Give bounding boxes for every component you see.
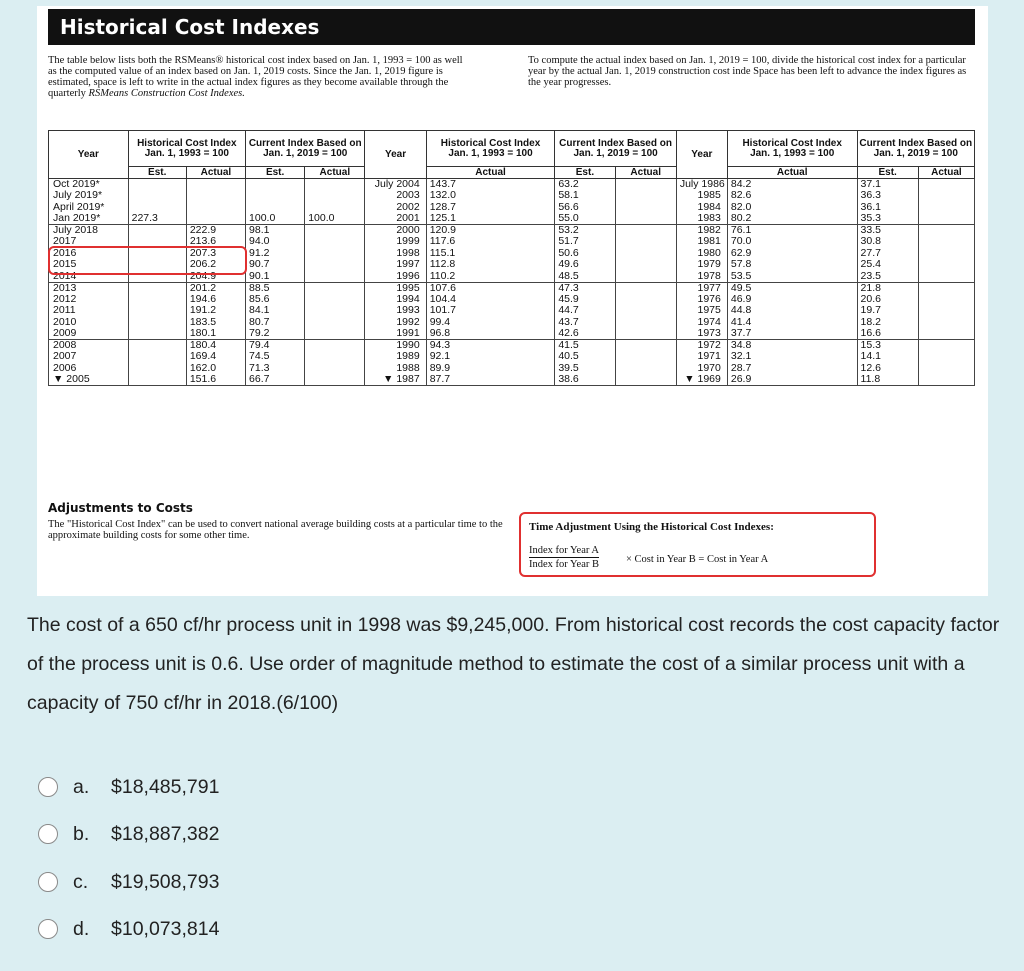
index-cell: 120.9 (426, 225, 555, 237)
index-cell (615, 282, 676, 294)
intro-left-main: The table below lists both the RSMeans® historical cost index based on Jan. 1, 1993 = 100 as well as the computed value of an index based on Jan. 1, 2019 costs. Since the Jan. 1, 2019 figure is estimated, space is left to write in the actual index figures as they become available through the quarterly (48, 55, 463, 99)
index-cell (615, 190, 676, 202)
index-cell: 12.6 (857, 363, 918, 375)
index-cell (918, 225, 974, 237)
index-cell (918, 248, 974, 260)
year-cell: 1981 (676, 236, 727, 248)
index-cell: 82.6 (727, 190, 857, 202)
table-row (49, 179, 975, 191)
index-cell: 55.0 (555, 213, 615, 225)
year-cell: 1997 (365, 259, 426, 271)
index-cell (615, 317, 676, 329)
header-year-3: Year (676, 131, 727, 179)
year-cell: 2001 (365, 213, 426, 225)
highlight-2018-2019 (48, 246, 247, 275)
adjustments-text: The "Historical Cost Index" can be used to convert national average building costs at a particular time to the approximate building costs for some other time. (48, 519, 503, 541)
year-cell: 1998 (365, 248, 426, 260)
index-cell: 191.2 (186, 305, 245, 317)
index-cell (918, 236, 974, 248)
index-cell: 38.6 (555, 374, 615, 386)
index-cell (615, 374, 676, 386)
index-cell: 25.4 (857, 259, 918, 271)
index-cell: 66.7 (246, 374, 305, 386)
year-cell: 1992 (365, 317, 426, 329)
index-cell (305, 351, 365, 363)
index-cell: 58.1 (555, 190, 615, 202)
year-cell: July 1986 (676, 179, 727, 191)
year-cell: 2014 (49, 271, 129, 283)
index-cell: 84.1 (246, 305, 305, 317)
index-cell: 45.9 (555, 294, 615, 306)
year-cell: 2009 (49, 328, 129, 340)
header-actual: Actual (727, 167, 857, 179)
year-cell: 1972 (676, 340, 727, 352)
table-row (49, 351, 975, 363)
index-cell: 180.1 (186, 328, 245, 340)
header-year-1: Year (49, 131, 129, 179)
index-cell: 201.2 (186, 282, 245, 294)
index-cell (128, 202, 186, 214)
year-cell: 2010 (49, 317, 129, 329)
index-cell (128, 363, 186, 375)
index-cell: 62.9 (727, 248, 857, 260)
index-cell: 91.2 (246, 248, 305, 260)
index-cell: 49.6 (555, 259, 615, 271)
index-cell: 70.0 (727, 236, 857, 248)
index-cell (918, 271, 974, 283)
index-cell: 14.1 (857, 351, 918, 363)
year-cell: 1996 (365, 271, 426, 283)
index-cell (918, 363, 974, 375)
index-cell: 41.5 (555, 340, 615, 352)
header-hist-3: Historical Cost Index Jan. 1, 1993 = 100 (727, 131, 857, 167)
index-cell: 79.2 (246, 328, 305, 340)
year-cell: 1990 (365, 340, 426, 352)
year-cell: 1989 (365, 351, 426, 363)
option-b[interactable] (38, 821, 219, 847)
index-cell (615, 236, 676, 248)
year-cell: 2007 (49, 351, 129, 363)
index-cell: 132.0 (426, 190, 555, 202)
header-cur-3: Current Index Based on Jan. 1, 2019 = 100 (857, 131, 974, 167)
index-cell: 194.6 (186, 294, 245, 306)
index-cell (305, 328, 365, 340)
header-hist-2: Historical Cost Index Jan. 1, 1993 = 100 (426, 131, 555, 167)
index-cell: 99.4 (426, 317, 555, 329)
index-cell: 15.3 (857, 340, 918, 352)
year-cell: April 2019* (49, 202, 129, 214)
index-cell (918, 190, 974, 202)
year-cell: 1993 (365, 305, 426, 317)
index-cell (918, 305, 974, 317)
index-cell (615, 213, 676, 225)
intro-left-italic: RSMeans Construction Cost Indexes. (88, 88, 245, 99)
index-cell: 36.3 (857, 190, 918, 202)
index-cell (615, 259, 676, 271)
header-est: Est. (246, 167, 305, 179)
index-cell: 46.9 (727, 294, 857, 306)
header-actual: Actual (918, 167, 974, 179)
index-cell (128, 317, 186, 329)
adjustments-title: Adjustments to Costs (48, 501, 193, 515)
year-cell: 1984 (676, 202, 727, 214)
index-cell (128, 340, 186, 352)
index-cell: 36.1 (857, 202, 918, 214)
index-cell: 56.6 (555, 202, 615, 214)
header-actual: Actual (186, 167, 245, 179)
year-cell: 2017 (49, 236, 129, 248)
index-cell: 110.2 (426, 271, 555, 283)
index-cell (128, 374, 186, 386)
year-cell: 2002 (365, 202, 426, 214)
intro-left-text (48, 55, 468, 99)
index-cell (186, 190, 245, 202)
option-a[interactable] (38, 774, 219, 800)
option-d[interactable] (38, 916, 219, 942)
index-cell (918, 202, 974, 214)
radio-button[interactable] (38, 824, 58, 844)
index-cell: 11.8 (857, 374, 918, 386)
index-cell: 53.2 (555, 225, 615, 237)
index-cell (918, 351, 974, 363)
index-cell: 206.2 (186, 259, 245, 271)
index-cell: 115.1 (426, 248, 555, 260)
index-cell: 40.5 (555, 351, 615, 363)
index-cell: 125.1 (426, 213, 555, 225)
index-cell (305, 305, 365, 317)
index-cell: 80.7 (246, 317, 305, 329)
year-cell: 1991 (365, 328, 426, 340)
index-cell: 79.4 (246, 340, 305, 352)
index-cell: 19.7 (857, 305, 918, 317)
year-cell: ▼ 1969 (676, 374, 727, 386)
index-cell: 89.9 (426, 363, 555, 375)
year-cell: 1985 (676, 190, 727, 202)
index-cell: 34.8 (727, 340, 857, 352)
header-cur-2: Current Index Based on Jan. 1, 2019 = 100 (555, 131, 676, 167)
index-cell (186, 202, 245, 214)
index-cell: 222.9 (186, 225, 245, 237)
year-cell: July 2004 (365, 179, 426, 191)
index-cell: 50.6 (555, 248, 615, 260)
year-cell: ▼ 1987 (365, 374, 426, 386)
year-cell: 2006 (49, 363, 129, 375)
index-cell (305, 179, 365, 191)
table-row (49, 294, 975, 306)
year-cell: 1973 (676, 328, 727, 340)
index-cell: 18.2 (857, 317, 918, 329)
index-cell (305, 317, 365, 329)
index-cell: 90.7 (246, 259, 305, 271)
index-cell (615, 179, 676, 191)
index-cell: 90.1 (246, 271, 305, 283)
index-cell: 28.7 (727, 363, 857, 375)
index-cell (615, 294, 676, 306)
index-cell: 143.7 (426, 179, 555, 191)
table-row (49, 340, 975, 352)
year-cell: 1978 (676, 271, 727, 283)
index-cell (615, 305, 676, 317)
index-cell: 42.6 (555, 328, 615, 340)
index-cell (128, 179, 186, 191)
question-text: The cost of a 650 cf/hr process unit in 1998 was $9,245,000. From historical cost records the cost capacity factor of the process unit is 0.6. Use order of magnitude method to estimate the cost of a similar process unit with a capacity of 750 cf/hr in 2018.(6/100) (27, 614, 1000, 714)
index-cell (305, 271, 365, 283)
index-cell (305, 225, 365, 237)
option-letter: b. (73, 822, 90, 845)
index-cell: 57.8 (727, 259, 857, 271)
year-cell: 1976 (676, 294, 727, 306)
year-cell: 1974 (676, 317, 727, 329)
option-text: $19,508,793 (111, 870, 220, 893)
year-cell: 2013 (49, 282, 129, 294)
index-cell (918, 374, 974, 386)
radio-button[interactable] (38, 919, 58, 939)
index-cell (918, 213, 974, 225)
index-cell: 20.6 (857, 294, 918, 306)
index-cell (918, 259, 974, 271)
index-cell (128, 282, 186, 294)
year-cell: 1971 (676, 351, 727, 363)
index-cell: 96.8 (426, 328, 555, 340)
table-row (49, 202, 975, 214)
index-cell (246, 179, 305, 191)
index-cell: 92.1 (426, 351, 555, 363)
index-cell: 27.7 (857, 248, 918, 260)
index-cell: 87.7 (426, 374, 555, 386)
index-cell (128, 225, 186, 237)
table-row (49, 374, 975, 386)
index-cell (615, 271, 676, 283)
year-cell: 1977 (676, 282, 727, 294)
index-cell: 33.5 (857, 225, 918, 237)
index-cell (918, 340, 974, 352)
formula-title: Time Adjustment Using the Historical Cost Indexes: (529, 521, 774, 533)
index-cell: 35.3 (857, 213, 918, 225)
year-cell: 1970 (676, 363, 727, 375)
option-text: $10,073,814 (111, 917, 220, 940)
index-cell (186, 179, 245, 191)
index-cell (305, 340, 365, 352)
index-cell (615, 328, 676, 340)
index-cell (615, 248, 676, 260)
index-cell (128, 351, 186, 363)
index-cell: 76.1 (727, 225, 857, 237)
index-cell: 94.3 (426, 340, 555, 352)
index-cell (305, 236, 365, 248)
index-cell: 49.5 (727, 282, 857, 294)
index-cell: 44.8 (727, 305, 857, 317)
table-row (49, 213, 975, 225)
year-cell: 2008 (49, 340, 129, 352)
radio-button[interactable] (38, 872, 58, 892)
index-cell (918, 328, 974, 340)
index-cell: 44.7 (555, 305, 615, 317)
table-row (49, 225, 975, 237)
index-cell: 151.6 (186, 374, 245, 386)
year-cell: 2012 (49, 294, 129, 306)
intro-right-text: To compute the actual index based on Jan. 1, 2019 = 100, divide the historical cost index for a particular year by the actual Jan. 1, 2019 construction cost inde Space has been left to advance the index figures as the year progresses. (528, 55, 967, 88)
header-actual: Actual (615, 167, 676, 179)
index-cell: 37.7 (727, 328, 857, 340)
formula-denominator: Index for Year B (529, 559, 599, 570)
index-cell (615, 340, 676, 352)
index-cell: 74.5 (246, 351, 305, 363)
index-cell (615, 351, 676, 363)
header-est: Est. (555, 167, 615, 179)
index-cell: 85.6 (246, 294, 305, 306)
header-actual: Actual (305, 167, 365, 179)
index-cell (305, 202, 365, 214)
table-row (49, 282, 975, 294)
index-cell: 48.5 (555, 271, 615, 283)
year-cell: 2016 (49, 248, 129, 260)
year-cell: 1979 (676, 259, 727, 271)
index-cell (305, 374, 365, 386)
index-cell: 98.1 (246, 225, 305, 237)
index-cell (918, 179, 974, 191)
year-cell: 1975 (676, 305, 727, 317)
radio-button[interactable] (38, 777, 58, 797)
index-cell: 183.5 (186, 317, 245, 329)
formula-rest: × Cost in Year B = Cost in Year A (626, 554, 769, 565)
index-cell: 107.6 (426, 282, 555, 294)
index-cell: 80.2 (727, 213, 857, 225)
index-cell: 53.5 (727, 271, 857, 283)
index-cell: 84.2 (727, 179, 857, 191)
index-cell (186, 213, 245, 225)
year-cell: July 2019* (49, 190, 129, 202)
index-cell (918, 294, 974, 306)
year-cell: 2003 (365, 190, 426, 202)
index-cell: 16.6 (857, 328, 918, 340)
index-cell: 21.8 (857, 282, 918, 294)
header-hist-1: Historical Cost Index Jan. 1, 1993 = 100 (128, 131, 245, 167)
index-cell: 227.3 (128, 213, 186, 225)
year-cell: 1983 (676, 213, 727, 225)
option-letter: c. (73, 870, 89, 893)
index-cell: 162.0 (186, 363, 245, 375)
index-cell: 112.8 (426, 259, 555, 271)
index-cell: 100.0 (246, 213, 305, 225)
index-cell (305, 190, 365, 202)
year-cell: 1999 (365, 236, 426, 248)
year-cell: 2015 (49, 259, 129, 271)
index-cell: 32.1 (727, 351, 857, 363)
index-cell (128, 305, 186, 317)
year-cell: 1982 (676, 225, 727, 237)
index-cell (246, 202, 305, 214)
index-cell: 104.4 (426, 294, 555, 306)
header-actual: Actual (426, 167, 555, 179)
index-cell (918, 282, 974, 294)
index-cell: 23.5 (857, 271, 918, 283)
year-cell: Jan 2019* (49, 213, 129, 225)
index-cell: 63.2 (555, 179, 615, 191)
index-cell: 169.4 (186, 351, 245, 363)
index-cell (128, 328, 186, 340)
index-cell: 39.5 (555, 363, 615, 375)
index-cell (615, 225, 676, 237)
table-row (49, 317, 975, 329)
option-letter: d. (73, 917, 90, 940)
index-cell: 41.4 (727, 317, 857, 329)
index-cell (128, 294, 186, 306)
index-cell (305, 363, 365, 375)
index-cell: 51.7 (555, 236, 615, 248)
table-row (49, 328, 975, 340)
index-cell: 94.0 (246, 236, 305, 248)
year-cell: 1994 (365, 294, 426, 306)
index-cell (615, 363, 676, 375)
index-cell: 43.7 (555, 317, 615, 329)
option-c[interactable] (38, 869, 219, 895)
year-cell: ▼ 2005 (49, 374, 129, 386)
year-cell: 1980 (676, 248, 727, 260)
formula-numerator: Index for Year A (529, 545, 599, 556)
index-cell: 100.0 (305, 213, 365, 225)
option-text: $18,887,382 (111, 822, 220, 845)
index-cell: 180.4 (186, 340, 245, 352)
index-cell: 128.7 (426, 202, 555, 214)
year-cell: Oct 2019* (49, 179, 129, 191)
index-cell (918, 317, 974, 329)
index-cell: 207.3 (186, 248, 245, 260)
index-cell (305, 248, 365, 260)
index-cell (615, 202, 676, 214)
year-cell: 2000 (365, 225, 426, 237)
index-cell: 26.9 (727, 374, 857, 386)
table-row (49, 190, 975, 202)
index-cell: 30.8 (857, 236, 918, 248)
option-text: $18,485,791 (111, 775, 220, 798)
index-cell: 47.3 (555, 282, 615, 294)
index-cell (128, 190, 186, 202)
year-cell: 1988 (365, 363, 426, 375)
index-cell: 37.1 (857, 179, 918, 191)
index-cell: 101.7 (426, 305, 555, 317)
index-cell: 82.0 (727, 202, 857, 214)
table-row (49, 305, 975, 317)
index-cell (305, 294, 365, 306)
index-cell (246, 190, 305, 202)
option-letter: a. (73, 775, 90, 798)
header-year-2: Year (365, 131, 426, 179)
index-cell: 71.3 (246, 363, 305, 375)
index-cell (305, 282, 365, 294)
year-cell: July 2018 (49, 225, 129, 237)
index-cell (305, 259, 365, 271)
index-cell: 213.6 (186, 236, 245, 248)
year-cell: 1995 (365, 282, 426, 294)
header-cur-1: Current Index Based on Jan. 1, 2019 = 100 (246, 131, 365, 167)
header-est: Est. (128, 167, 186, 179)
year-cell: 2011 (49, 305, 129, 317)
table-row (49, 363, 975, 375)
formula-fraction (529, 545, 599, 570)
index-cell: 204.9 (186, 271, 245, 283)
header-est: Est. (857, 167, 918, 179)
index-cell: 88.5 (246, 282, 305, 294)
figure-title: Historical Cost Indexes (48, 9, 975, 45)
index-cell: 117.6 (426, 236, 555, 248)
